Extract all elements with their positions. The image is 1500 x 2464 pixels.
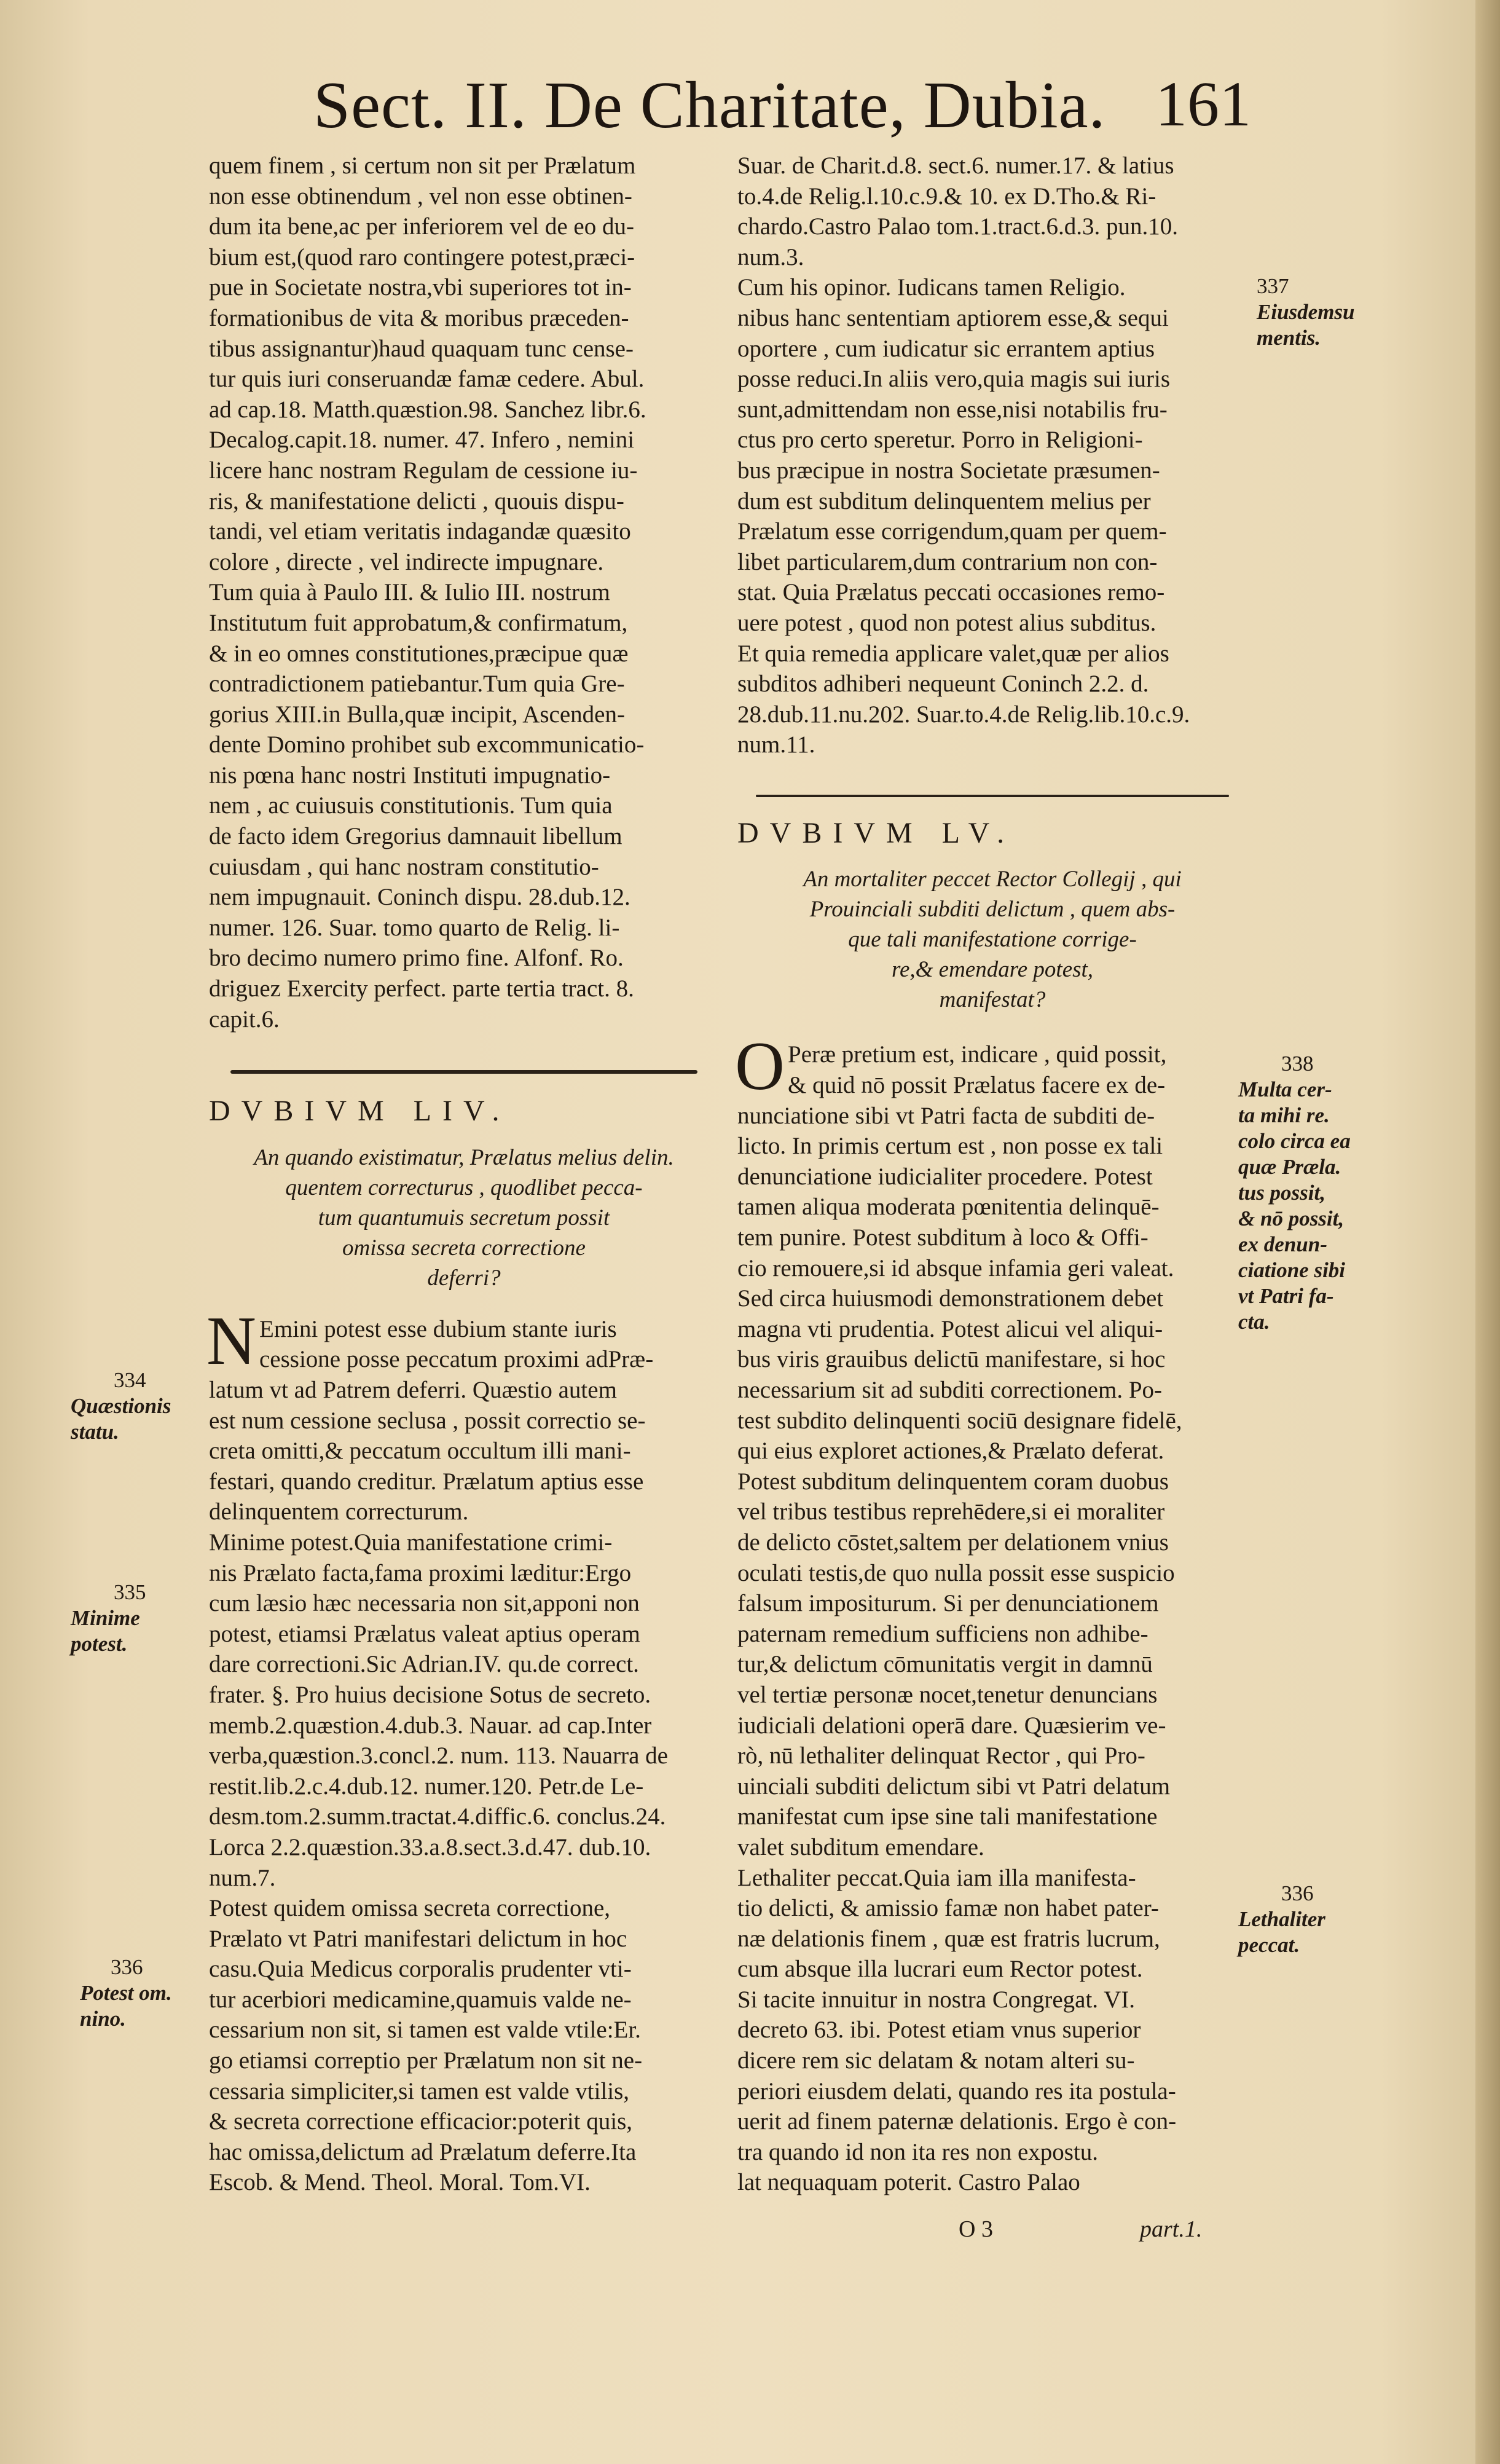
text-line: paternam remedium sufficiens non adhibe-: [737, 1620, 1149, 1647]
text-line: num.11.: [737, 731, 815, 758]
margin-note-number: 337: [1257, 274, 1289, 298]
margin-note-text: Multa cer-: [1238, 1077, 1332, 1101]
margin-note-text: mentis.: [1257, 326, 1321, 350]
text-line: tibus assignantur)haud quaquam tunc cense-: [209, 335, 634, 362]
text-line: Peræ pretium est, indicare , quid possit,: [788, 1041, 1167, 1068]
text-line: cuiusdam , qui hanc nostram constitutio-: [209, 853, 599, 880]
right-column-text-top: [737, 151, 1247, 760]
text-line: memb.2.quæstion.4.dub.3. Nauar. ad cap.Inter: [209, 1712, 652, 1739]
text-line: tur quis iuri conseruandæ famæ cedere. Abul.: [209, 366, 645, 393]
paragraph-with-dropcap: [735, 1028, 1247, 2198]
text-line: licto. In primis certum est , non posse ex tali: [737, 1133, 1163, 1160]
page-header: [0, 68, 1500, 148]
margin-note: [80, 1954, 172, 2032]
margin-note: [71, 1580, 146, 1657]
dubium-question: [209, 1143, 719, 1293]
text-line: ctus pro certo speretur. Porro in Religioni-: [737, 427, 1143, 454]
text-line: sunt,admittendam non esse,nisi notabilis fru-: [737, 396, 1168, 423]
text-line: numer. 126. Suar. tomo quarto de Relig. li-: [209, 914, 620, 941]
margin-note-text: & nō possit,: [1238, 1206, 1345, 1230]
text-line: tur acerbiori medicamine,quamuis valde ne-: [209, 1986, 632, 2013]
margin-note-text: ex denun-: [1238, 1232, 1327, 1256]
text-line: latum vt ad Patrem deferri. Quæstio autem: [209, 1377, 617, 1403]
text-line: Institutum fuit approbatum,& confirmatum,: [209, 609, 628, 636]
margin-note-number: 334: [114, 1368, 146, 1392]
margin-note-text: tus possit,: [1238, 1181, 1325, 1205]
text-line: lat nequaquam poterit. Castro Palao: [737, 2169, 1080, 2196]
right-column-text-body: [737, 1039, 1247, 2198]
text-line: Si tacite innuitur in nostra Congregat. VI.: [737, 1986, 1136, 2013]
text-line: vel tertiæ personæ nocet,tenetur denuncians: [737, 1681, 1158, 1708]
text-line: manifestat cum ipse sine tali manifestatione: [737, 1803, 1158, 1830]
margin-note: [1238, 1881, 1325, 1958]
margin-note-text: potest.: [71, 1632, 128, 1656]
text-line: nem impugnauit. Coninch dispu. 28.dub.12.: [209, 884, 630, 911]
text-line: nunciatione sibi vt Patri facta de subditi de-: [737, 1102, 1155, 1129]
text-line: tur,& delictum cōmunitatis vergit in damnū: [737, 1651, 1153, 1678]
text-line: decreto 63. ibi. Potest etiam vnus superior: [737, 2017, 1141, 2044]
text-line: uinciali subditi delictum sibi vt Patri delatum: [737, 1773, 1171, 1800]
text-line: cio remouere,si id absque infamia geri valeat.: [737, 1254, 1174, 1281]
text-line: Cum his opinor. Iudicans tamen Religio.: [737, 274, 1126, 301]
drop-cap: O: [735, 1028, 785, 1105]
text-line: bus viris grauibus delictū manifestare, si hoc: [737, 1346, 1166, 1373]
margin-note-text: colo circa ea: [1238, 1129, 1351, 1153]
text-line: Sed circa huiusmodi demonstrationem debet: [737, 1285, 1164, 1312]
text-line: subditos adhiberi nequeunt Coninch 2.2. d.: [737, 671, 1149, 698]
text-line: Lorca 2.2.quæstion.33.a.8.sect.3.d.47. dub.10.: [209, 1833, 651, 1860]
text-line: nis Prælato facta,fama proximi læditur:Ergo: [209, 1559, 632, 1586]
text-line: oportere , cum iudicatur sic errantem aptius: [737, 335, 1155, 362]
text-line: nis pœna hanc nostri Instituti impugnatio-: [209, 762, 611, 789]
text-line: Potest subditum delinquentem coram duobus: [737, 1468, 1169, 1495]
text-line: capit.6.: [209, 1006, 280, 1033]
text-line: Emini potest esse dubium stante iuris: [259, 1315, 617, 1342]
running-title: Sect. II. De Charitate, Dubia.: [313, 69, 1106, 142]
margin-note-text: Quæstionis: [71, 1394, 171, 1418]
text-line: Minime potest.Quia manifestatione crimi-: [209, 1529, 613, 1556]
text-line: tra quando id non ita res non expostu.: [737, 2138, 1099, 2165]
text-line: iudiciali delationi operā dare. Quæsierim ve-: [737, 1712, 1166, 1739]
text-line: est num cessione seclusa , possit correctio se-: [209, 1407, 646, 1434]
text-line: Prælato vt Patri manifestari delictum in hoc: [209, 1925, 627, 1952]
text-line: frater. §. Pro huius decisione Sotus de secreto.: [209, 1681, 651, 1708]
margin-note: [1257, 274, 1355, 351]
text-line: & in eo omnes constitutiones,præcipue quæ: [209, 640, 629, 667]
text-line: dum est subditum delinquentem melius per: [737, 487, 1151, 514]
text-line: casu.Quia Medicus corporalis prudenter vti-: [209, 1956, 632, 1983]
text-line: tem punire. Potest subditum à loco & Offi-: [737, 1224, 1149, 1251]
text-line: uere potest , quod non potest alius subditus.: [737, 609, 1156, 636]
text-line: cum absque illa lucrari eum Rector potest.: [737, 1956, 1143, 1983]
text-line: denunciatione iudicialiter procedere. Potest: [737, 1163, 1153, 1190]
dubium-title: DVBIVM LV.: [737, 816, 1016, 849]
margin-note-number: 338: [1281, 1052, 1314, 1076]
text-line: dare correctioni.Sic Adrian.IV. qu.de correct.: [209, 1651, 639, 1678]
question-line: que tali manifestatione corrige-: [848, 927, 1137, 953]
text-line: bro decimo numero primo fine. Alfonf. Ro.: [209, 945, 624, 972]
text-line: dum ita bene,ac per inferiorem vel de eo du-: [209, 213, 634, 240]
question-line: tum quantumuis secretum possit: [318, 1205, 610, 1230]
text-line: gorius XIII.in Bulla,quæ incipit, Ascenden-: [209, 701, 625, 728]
margin-note-text: ta mihi re.: [1238, 1103, 1330, 1127]
question-line: An mortaliter peccet Rector Collegij , qui: [803, 867, 1182, 892]
question-line: re,& emendare potest,: [891, 957, 1094, 983]
text-line: festari, quando creditur. Prælatum aptius esse: [209, 1468, 644, 1495]
text-line: delinquentem correcturum.: [209, 1498, 469, 1525]
text-line: non esse obtinendum , vel non esse obtinen-: [209, 183, 632, 210]
text-line: Escob. & Mend. Theol. Moral. Tom.VI.: [209, 2169, 591, 2196]
text-line: go etiamsi correptio per Prælatum non sit ne-: [209, 2047, 643, 2074]
text-line: 28.dub.11.nu.202. Suar.to.4.de Relig.lib.10.c.9.: [737, 701, 1190, 728]
text-line: to.4.de Relig.l.10.c.9.& 10. ex D.Tho.& Ri-: [737, 183, 1156, 210]
text-line: dente Domino prohibet sub excommunicatio-: [209, 731, 645, 758]
text-line: dicere rem sic delatam & notam alteri su-: [737, 2047, 1135, 2074]
margin-note-text: nino.: [80, 2007, 126, 2031]
text-line: bus præcipue in nostra Societate præsumen-: [737, 457, 1160, 484]
text-line: bium est,(quod raro contingere potest,præci-: [209, 243, 635, 270]
margin-note-text: peccat.: [1238, 1933, 1300, 1957]
text-line: uerit ad finem paternæ delationis. Ergo è con-: [737, 2108, 1177, 2135]
text-line: num.7.: [209, 1864, 276, 1891]
margin-note: [1238, 1051, 1351, 1335]
text-line: qui eius exploret actiones,& Prælato deferat.: [737, 1438, 1164, 1465]
text-line: cessarium non sit, si tamen est valde vtile:Er.: [209, 2017, 641, 2044]
text-line: vel tribus testibus reprehēdere,si ei moraliter: [737, 1498, 1165, 1525]
text-line: hac omissa,delictum ad Prælatum deferre.Ita: [209, 2138, 637, 2165]
text-line: colore , directe , vel indirecte impugnare.: [209, 548, 604, 575]
text-line: Lethaliter peccat.Quia iam illa manifesta-: [737, 1864, 1136, 1891]
margin-note-number: 335: [114, 1580, 146, 1604]
left-column-text-body: [209, 1314, 719, 2198]
text-line: chardo.Castro Palao tom.1.tract.6.d.3. pun.10.: [737, 213, 1179, 240]
text-line: necessarium sit ad subditi correctionem. Po-: [737, 1377, 1162, 1403]
left-column-text-top: [209, 151, 719, 1034]
text-line: contradictionem patiebantur.Tum quia Gre-: [209, 671, 625, 698]
question-line: deferri?: [427, 1265, 501, 1291]
text-line: Prælatum esse corrigendum,quam per quem-: [737, 518, 1167, 545]
drop-cap: N: [206, 1302, 256, 1379]
text-line: tio delicti, & amissio famæ non habet pater-: [737, 1895, 1159, 1922]
text-line: tamen aliqua moderata pœnitentia delinquē-: [737, 1194, 1160, 1221]
text-line: creta omitti,& peccatum occultum illi mani-: [209, 1438, 631, 1465]
text-line: num.3.: [737, 243, 804, 270]
paragraph-with-dropcap: [206, 1302, 719, 2198]
question-line: An quando existimatur, Prælatus melius delin.: [254, 1144, 674, 1170]
text-line: falsum impositurum. Si per denunciationem: [737, 1590, 1159, 1617]
text-line: Tum quia à Paulo III. & Iulio III. nostrum: [209, 579, 610, 606]
text-line: cessione posse peccatum proximi adPræ-: [259, 1346, 654, 1373]
question-line: manifestat?: [939, 987, 1046, 1013]
margin-note: [71, 1368, 171, 1445]
text-line: licere hanc nostram Regulam de cessione iu-: [209, 457, 638, 484]
text-line: pue in Societate nostra,vbi superiores tot in-: [209, 274, 632, 301]
text-line: libet particularem,dum contrarium non con-: [737, 548, 1158, 575]
text-line: valet subditum emendare.: [737, 1833, 984, 1860]
margin-note-text: cta.: [1238, 1310, 1270, 1334]
page-number: 161: [1155, 69, 1251, 140]
text-line: & secreta correctione efficacior:poterit quis,: [209, 2108, 633, 2135]
text-line: potest, etiamsi Prælatus valeat aptius operam: [209, 1620, 640, 1647]
left-column: [206, 151, 719, 2198]
text-line: stat. Quia Prælatus peccati occasiones remo-: [737, 579, 1165, 606]
catchword: part.1.: [1140, 2216, 1203, 2242]
text-line: verba,quæstion.3.concl.2. num. 113. Nauarra de: [209, 1742, 668, 1769]
text-line: Et quia remedia applicare valet,quæ per alios: [737, 640, 1169, 667]
text-line: posse reduci.In aliis vero,quia magis sui iuris: [737, 366, 1171, 393]
text-line: formationibus de vita & moribus præceden-: [209, 304, 629, 331]
text-line: Potest quidem omissa secreta correctione,: [209, 1895, 611, 1922]
text-line: oculati testis,de quo nulla possit esse suspicio: [737, 1559, 1175, 1586]
margin-note-text: vt Patri fa-: [1238, 1284, 1334, 1308]
question-line: omissa secreta correctione: [342, 1235, 586, 1261]
text-line: cum læsio hæc necessaria non sit,apponi non: [209, 1590, 640, 1617]
text-line: de delicto cōstet,saltem per delationem vnius: [737, 1529, 1169, 1556]
margin-note-text: quæ Præla.: [1238, 1155, 1341, 1179]
dubium-question: [737, 864, 1247, 1015]
text-line: driguez Exercity perfect. parte tertia tract. 8.: [209, 975, 634, 1002]
text-line: magna vti prudentia. Potest alicui vel aliqui-: [737, 1315, 1163, 1342]
text-line: de facto idem Gregorius damnauit libellum: [209, 823, 622, 850]
text-line: quem finem , si certum non sit per Prælatum: [209, 152, 636, 179]
page-edge: [1475, 0, 1500, 2464]
margin-note-number: 336: [111, 1955, 143, 1979]
margin-note-text: Minime: [71, 1606, 140, 1630]
margin-note-text: ciatione sibi: [1238, 1258, 1346, 1282]
text-line: Suar. de Charit.d.8. sect.6. numer.17. & latius: [737, 152, 1174, 179]
text-line: & quid nō possit Prælatus facere ex de-: [788, 1072, 1166, 1099]
text-line: tandi, vel etiam veritatis indagandæ quæsito: [209, 518, 631, 545]
margin-note-text: Eiusdemsu: [1257, 300, 1355, 324]
text-line: test subdito delinquenti sociū designare fidelē,: [737, 1407, 1182, 1434]
text-line: restit.lib.2.c.4.dub.12. numer.120. Petr.de Le-: [209, 1773, 644, 1800]
right-column: [737, 151, 1247, 2198]
text-line: cessaria simpliciter,si tamen est valde vtilis,: [209, 2077, 630, 2104]
dubium-title: DVBIVM LIV.: [209, 1095, 511, 1128]
text-line: periori eiusdem delati, quando res ita postula-: [737, 2077, 1176, 2104]
margin-note-text: Lethaliter: [1238, 1907, 1325, 1931]
text-line: nem , ac cuiusuis constitutionis. Tum quia: [209, 792, 613, 819]
text-line: ad cap.18. Matth.quæstion.98. Sanchez libr.6.: [209, 396, 646, 423]
text-line: næ delationis finem , quæ est fratris lucrum,: [737, 1925, 1160, 1952]
question-line: Prouinciali subditi delictum , quem abs-: [809, 897, 1176, 923]
question-line: quentem correcturus , quodlibet pecca-: [285, 1175, 643, 1200]
signature-mark: O 3: [959, 2216, 993, 2242]
margin-note-number: 336: [1281, 1881, 1314, 1905]
text-line: rò, nū lethaliter delinquat Rector , qui Pro-: [737, 1742, 1145, 1769]
text-line: ris, & manifestatione delicti , quouis dispu-: [209, 487, 624, 514]
margin-note-text: statu.: [71, 1420, 119, 1444]
text-line: Decalog.capit.18. numer. 47. Infero , nemini: [209, 427, 635, 454]
margin-note-text: Potest om.: [80, 1981, 172, 2005]
text-line: desm.tom.2.summ.tractat.4.diffic.6. conclus.24.: [209, 1803, 666, 1830]
text-line: nibus hanc sententiam aptiorem esse,& sequi: [737, 304, 1169, 331]
